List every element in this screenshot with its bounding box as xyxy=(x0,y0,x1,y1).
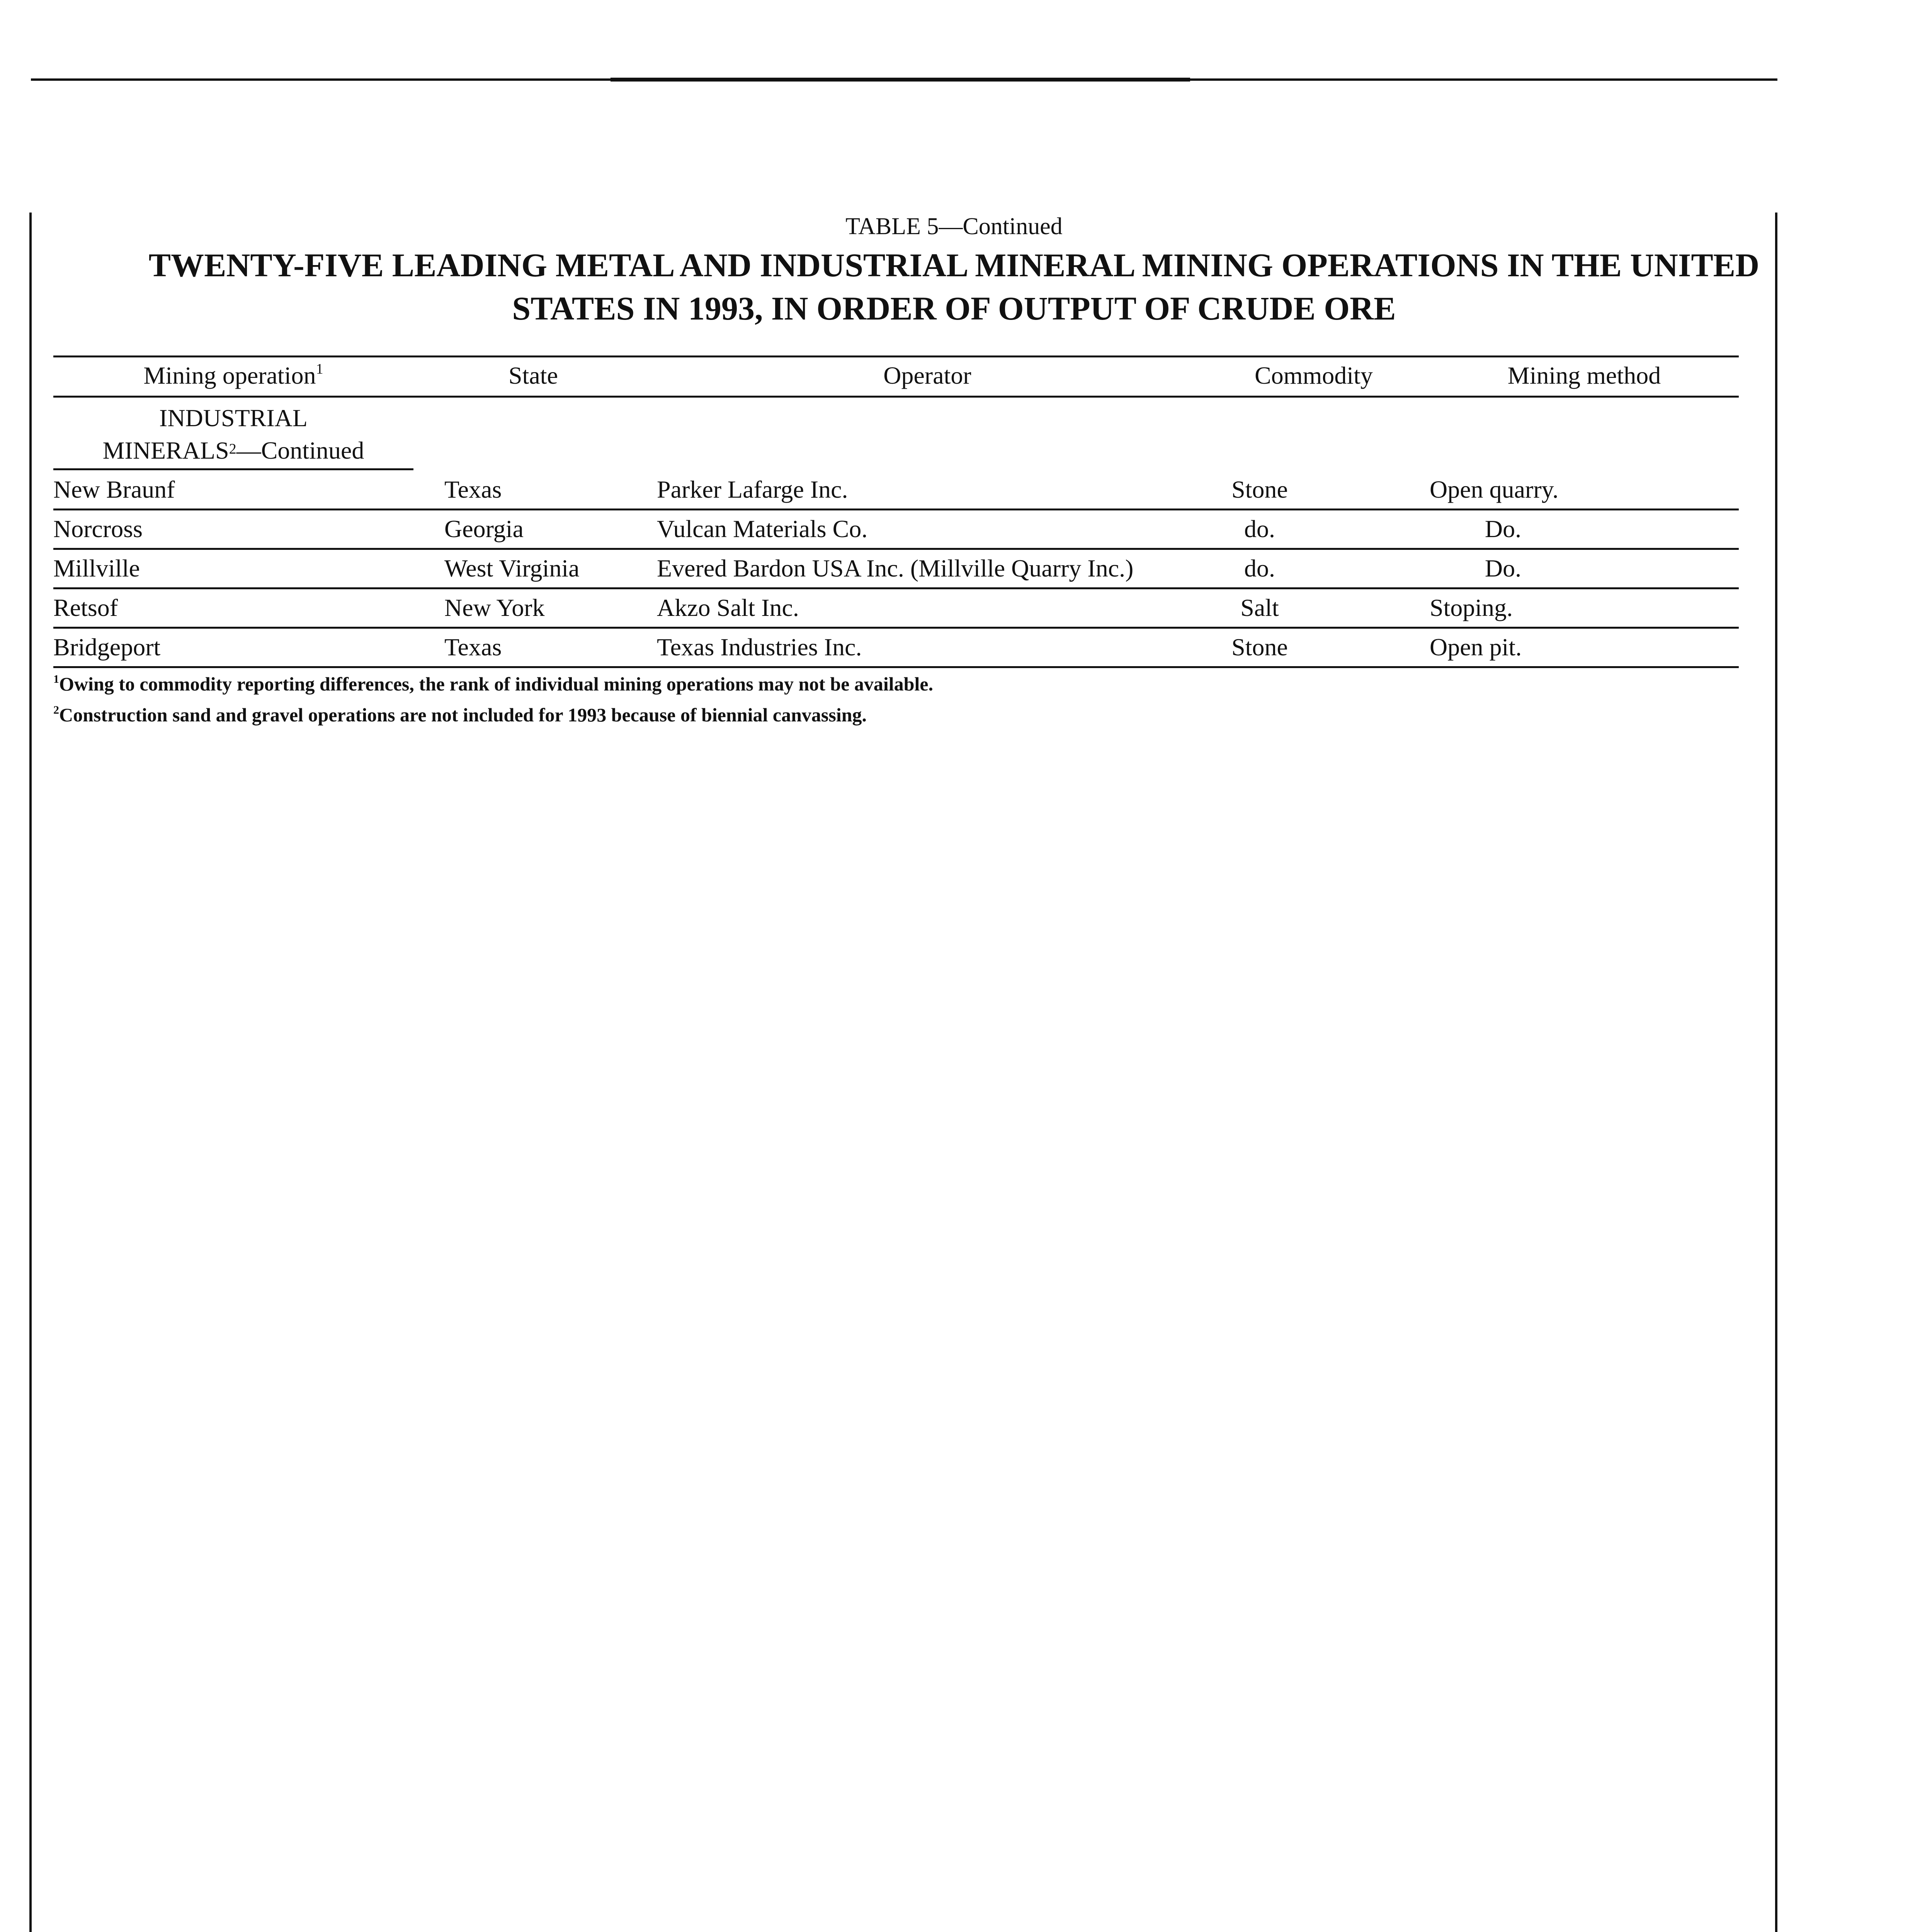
table-cell-operation: Norcross xyxy=(53,515,143,543)
column-header-mining-method: Mining method xyxy=(1507,362,1661,389)
table-cell-state: Texas xyxy=(444,633,502,661)
table-cell-operation: Bridgeport xyxy=(53,633,161,661)
footnote-ref: 2 xyxy=(229,441,236,457)
table-title-line-2: STATES IN 1993, IN ORDER OF OUTPUT OF CRUDE ORE xyxy=(512,290,1396,327)
table-cell-state: Texas xyxy=(444,476,502,503)
table-cell-commodity: Stone xyxy=(1231,633,1288,661)
table-header-bottom-rule xyxy=(53,396,1739,398)
column-header-operator: Operator xyxy=(883,362,971,389)
table-cell-method: Do. xyxy=(1485,515,1522,543)
table-cell-operation: Millville xyxy=(53,554,140,582)
table-title xyxy=(77,243,1831,330)
table-cell-operator: Vulcan Materials Co. xyxy=(657,515,868,543)
table-bottom-rule xyxy=(53,666,1739,668)
table-cell-commodity: Salt xyxy=(1240,594,1279,621)
top-rule-accent xyxy=(610,78,1190,82)
table-cell-operator: Akzo Salt Inc. xyxy=(657,594,799,621)
table-title-line-1: TWENTY-FIVE LEADING METAL AND INDUSTRIAL MINERAL MINING OPERATIONS IN THE UNITED xyxy=(148,247,1760,284)
table-cell-method: Open quarry. xyxy=(1430,476,1559,503)
column-header-commodity: Commodity xyxy=(1255,362,1373,389)
footnote-ref: 1 xyxy=(316,361,323,377)
table-cell-operator: Evered Bardon USA Inc. (Millville Quarry Inc.) xyxy=(657,554,1134,582)
table-cell-operation: Retsof xyxy=(53,594,118,621)
section-heading-rule xyxy=(53,468,413,470)
footnote-1: $^1$Owing to commodity reporting differences, the rank of individual mining operations may not be available. xyxy=(53,673,934,695)
column-header-state: State xyxy=(508,362,558,389)
table-row-rule xyxy=(53,509,1739,510)
section-heading-industrial-minerals: INDUSTRIAL MINERALS$^2$—Continued xyxy=(102,404,364,464)
table-row-rule xyxy=(53,587,1739,589)
table-header-top-rule xyxy=(53,355,1739,357)
table-row-rule xyxy=(53,548,1739,550)
table-cell-commodity: Stone xyxy=(1231,476,1288,503)
table-cell-state: West Virginia xyxy=(444,554,580,582)
table-cell-commodity: do. xyxy=(1244,515,1275,543)
table-cell-state: Georgia xyxy=(444,515,524,543)
table-cell-commodity: do. xyxy=(1244,554,1275,582)
table-label: TABLE 5—Continued xyxy=(845,213,1063,240)
table-row-rule xyxy=(53,627,1739,629)
table-cell-operation: New Braunf xyxy=(53,476,175,503)
table-cell-method: Open pit. xyxy=(1430,633,1522,661)
table-cell-method: Do. xyxy=(1485,554,1522,582)
left-margin-rule xyxy=(29,213,32,1932)
table-cell-operator: Parker Lafarge Inc. xyxy=(657,476,848,503)
footnote-2: $^2$Construction sand and gravel operations are not included for 1993 because of biennial canvassing. xyxy=(53,704,867,726)
column-header-mining-operation: Mining operation$^1$ xyxy=(143,361,323,389)
table-cell-method: Stoping. xyxy=(1430,594,1513,621)
right-margin-rule xyxy=(1775,213,1777,1932)
table-cell-operator: Texas Industries Inc. xyxy=(657,633,862,661)
table-cell-state: New York xyxy=(444,594,545,621)
